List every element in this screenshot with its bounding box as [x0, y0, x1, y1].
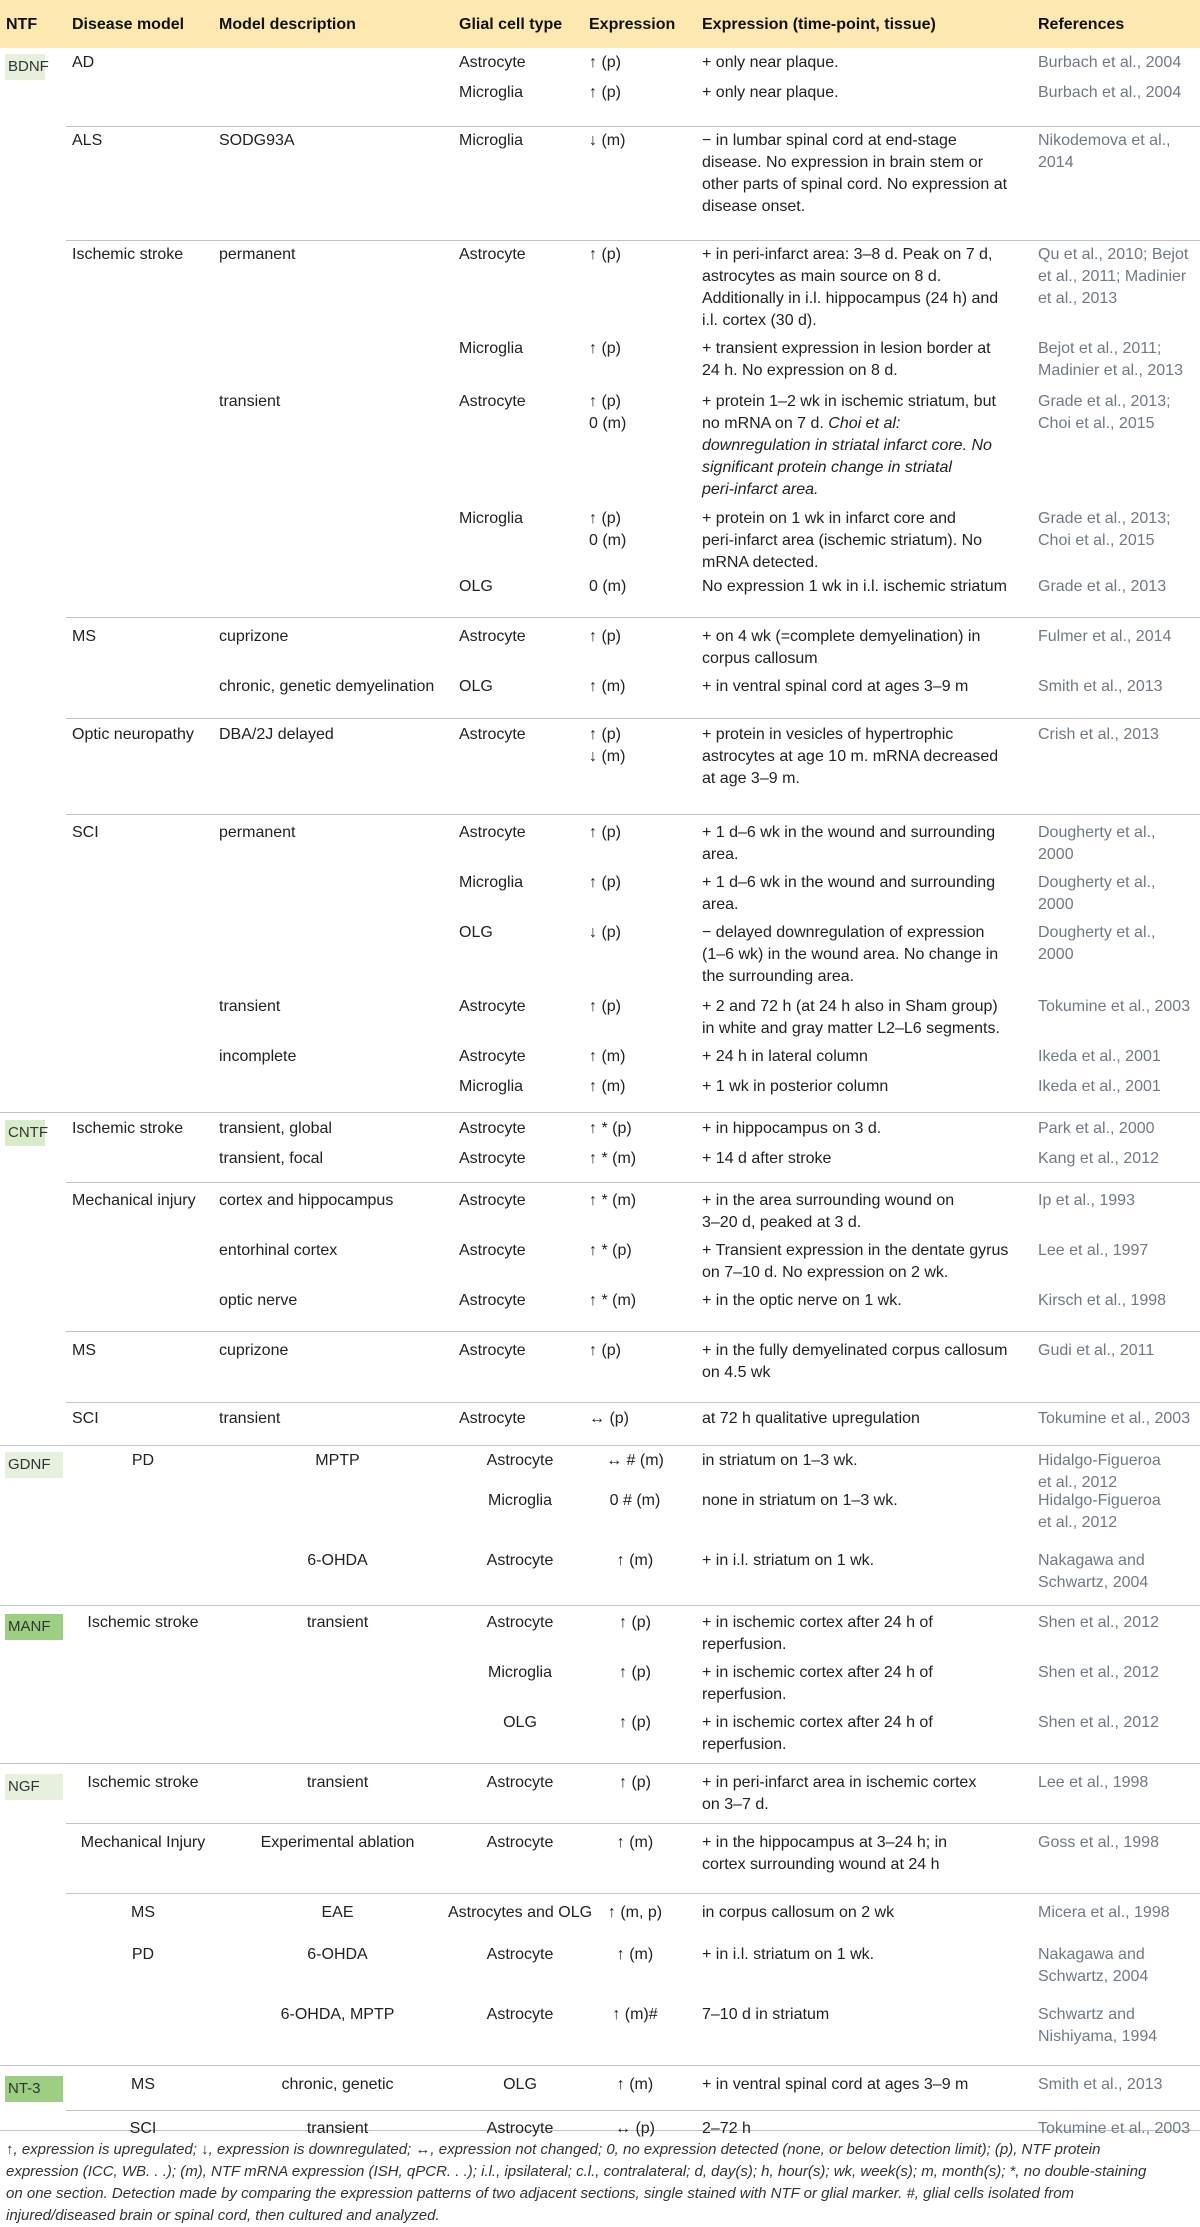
expression-detail-cell: + in ventral spinal cord at ages 3–9 m [702, 2076, 969, 2093]
table-row [0, 2006, 1200, 2079]
reference-cell: Shen et al., 2012 [1038, 1614, 1159, 1631]
expression-detail-cell: + transient expression in lesion border at [702, 340, 991, 357]
expression-cell: ↑ * (p) [589, 1242, 632, 1259]
table-row [0, 1150, 1200, 1195]
expression-cell: ↔ # (m) [606, 1452, 664, 1469]
model-description-cell: MPTP [315, 1452, 360, 1469]
reference-cell: Grade et al., 2013 [1038, 578, 1167, 595]
reference-cell: Ikeda et al., 2001 [1038, 1048, 1161, 1065]
expression-detail-cell: downregulation in striatal infarct core. No [702, 437, 992, 454]
table-row [0, 1192, 1200, 1245]
expression-detail-cell: + in ischemic cortex after 24 h of [702, 1614, 933, 1631]
expression-detail-cell: + 14 d after stroke [702, 1150, 832, 1167]
ntf-label: CNTF [5, 1120, 45, 1146]
expression-cell: ↑ (m) [589, 1048, 626, 1065]
reference-cell: Kirsch et al., 1998 [1038, 1292, 1167, 1309]
expression-cell: ↑ (p) [619, 1714, 651, 1731]
model-description-cell: transient, global [219, 1120, 332, 1137]
expression-detail-cell: none in striatum on 1–3 wk. [702, 1492, 898, 1509]
table-row [0, 2076, 1200, 2123]
header-expression-time-point: Expression (time-point, tissue) [702, 16, 936, 33]
glial-cell-type-cell: Astrocyte [486, 1452, 554, 1469]
disease-model-cell: Ischemic stroke [87, 1774, 199, 1791]
glial-cell-type-cell: Microglia [459, 340, 524, 357]
expression-detail-cell: + 1 d–6 wk in the wound and surrounding [702, 824, 996, 841]
disease-model-cell: Mechanical injury [72, 1192, 196, 1209]
model-description-cell: SODG93A [219, 132, 295, 149]
reference-cell: Grade et al., 2013; [1038, 510, 1171, 527]
glial-cell-type-cell: Astrocyte [459, 54, 526, 71]
reference-cell: Bejot et al., 2011; [1038, 340, 1162, 357]
expression-cell: ↑ (m) [616, 1552, 654, 1569]
expression-detail-cell: + in ventral spinal cord at ages 3–9 m [702, 678, 969, 695]
reference-cell: Hidalgo-Figueroa [1038, 1452, 1161, 1469]
table-row [0, 1410, 1200, 1455]
reference-cell: Schwartz and [1038, 2006, 1135, 2023]
table-row [0, 678, 1200, 729]
table-row [0, 1342, 1200, 1413]
ntf-label: NGF [5, 1774, 63, 1800]
reference-cell: Dougherty et al., [1038, 924, 1156, 941]
reference-cell: et al., 2011; Madinier [1038, 268, 1187, 285]
reference-cell: Schwartz, 2004 [1038, 1574, 1149, 1591]
reference-cell: Tokumine et al., 2003 [1038, 998, 1191, 1015]
reference-cell: Choi et al., 2015 [1038, 532, 1155, 549]
expression-cell: ↓ (m) [589, 748, 626, 765]
expression-detail-cell: + 1 wk in posterior column [702, 1078, 889, 1095]
expression-cell: ↑ (p) [589, 246, 621, 263]
expression-detail-cell: on 3–7 d. [702, 1796, 769, 1813]
expression-detail-cell: reperfusion. [702, 1736, 787, 1753]
model-description-cell: incomplete [219, 1048, 297, 1065]
model-description-cell: permanent [219, 246, 296, 263]
row-separator [66, 126, 1200, 127]
reference-cell: Tokumine et al., 2003 [1038, 1410, 1191, 1427]
model-description-cell: cortex and hippocampus [219, 1192, 394, 1209]
expression-cell: ↑ * (m) [589, 1192, 637, 1209]
table-row [0, 1946, 1200, 2009]
disease-model-cell: AD [72, 54, 95, 71]
expression-detail-cell: + in i.l. striatum on 1 wk. [702, 1946, 875, 1963]
reference-cell: Dougherty et al., [1038, 874, 1156, 891]
expression-detail-cell: astrocytes at age 10 m. mRNA decreased [702, 748, 999, 765]
expression-detail-cell: disease. No expression in brain stem or [702, 154, 984, 171]
header-glial-cell-type: Glial cell type [459, 16, 563, 33]
model-description-cell: 6-OHDA [307, 1946, 368, 1963]
glial-cell-type-cell: OLG [459, 678, 493, 695]
expression-detail-cell: reperfusion. [702, 1686, 787, 1703]
expression-detail-cell: on 7–10 d. No expression on 2 wk. [702, 1264, 949, 1281]
expression-detail-cell: in corpus callosum on 2 wk [702, 1904, 895, 1921]
glial-cell-type-cell: Astrocyte [459, 393, 526, 410]
model-description-cell: chronic, genetic demyelination [219, 678, 435, 695]
reference-cell: Nishiyama, 1994 [1038, 2028, 1158, 2045]
glial-cell-type-cell: Microglia [459, 510, 524, 527]
expression-cell: ↑ (m)# [612, 2006, 658, 2023]
model-description-cell: transient [306, 1614, 369, 1631]
glial-cell-type-cell: Astrocyte [459, 246, 526, 263]
disease-model-cell: SCI [72, 1410, 99, 1427]
expression-detail-cell: + protein 1–2 wk in ischemic striatum, but [702, 393, 996, 410]
reference-cell: Grade et al., 2013; [1038, 393, 1171, 410]
model-description-cell: DBA/2J delayed [219, 726, 334, 743]
glial-cell-type-cell: Astrocyte [486, 2006, 554, 2023]
expression-detail-cell: + on 4 wk (=complete demyelination) in [702, 628, 981, 645]
disease-model-cell: PD [131, 1946, 155, 1963]
table-row [0, 924, 1200, 1001]
reference-cell: et al., 2013 [1038, 290, 1118, 307]
reference-cell: Nakagawa and [1038, 1946, 1145, 1963]
table-row [0, 1614, 1200, 1667]
expression-cell: ↑ (p) [589, 628, 621, 645]
glial-cell-type-cell: Astrocyte [459, 1150, 526, 1167]
glial-cell-type-cell: Astrocyte [459, 628, 526, 645]
ntf-label: GDNF [5, 1452, 63, 1478]
expression-detail-cell: in white and gray matter L2–L6 segments. [702, 1020, 1000, 1037]
disease-model-cell: SCI [72, 824, 99, 841]
table-row [0, 1492, 1200, 1555]
disease-model-cell: MS [131, 2076, 155, 2093]
expression-detail-cell: + protein in vesicles of hypertrophic [702, 726, 954, 743]
reference-cell: Ikeda et al., 2001 [1038, 1078, 1161, 1095]
reference-cell: Burbach et al., 2004 [1038, 84, 1182, 101]
glial-cell-type-cell: Astrocyte [486, 1946, 554, 1963]
expression-cell: ↑ (p) [589, 84, 621, 101]
table-row [0, 1242, 1200, 1295]
reference-cell: Goss et al., 1998 [1038, 1834, 1159, 1851]
model-description-cell: transient, focal [219, 1150, 324, 1167]
expression-cell: ↑ (m, p) [607, 1904, 663, 1921]
disease-model-cell: Ischemic stroke [72, 246, 184, 263]
expression-cell: 0 (m) [589, 578, 627, 595]
reference-cell: Choi et al., 2015 [1038, 415, 1155, 432]
table-row [0, 1834, 1200, 1907]
header-expression: Expression [589, 16, 676, 33]
reference-cell: 2000 [1038, 846, 1074, 863]
header-ntf: NTF [6, 16, 38, 33]
table-row [0, 1774, 1200, 1837]
disease-model-cell: Mechanical Injury [80, 1834, 206, 1851]
reference-cell: Lee et al., 1998 [1038, 1774, 1149, 1791]
expression-detail-cell: − in lumbar spinal cord at end-stage [702, 132, 957, 149]
reference-cell: Micera et al., 1998 [1038, 1904, 1170, 1921]
table-row [0, 1664, 1200, 1717]
glial-cell-type-cell: Astrocytes and OLG [447, 1904, 593, 1921]
expression-detail-cell: 24 h. No expression on 8 d. [702, 362, 898, 379]
disease-model-cell: MS [72, 628, 96, 645]
expression-detail-cell: no mRNA on 7 d. Choi et al: [702, 415, 901, 432]
table-row [0, 578, 1200, 631]
glial-cell-type-cell: OLG [503, 1714, 537, 1731]
reference-cell: Gudi et al., 2011 [1038, 1342, 1155, 1359]
expression-detail-cell: + in peri-infarct area in ischemic cortex [702, 1774, 977, 1791]
expression-cell: ↑ (p) [589, 393, 621, 410]
ntf-label: NT-3 [5, 2076, 63, 2102]
header-model-description: Model description [219, 16, 356, 33]
reference-cell: Burbach et al., 2004 [1038, 54, 1182, 71]
expression-detail-cell: + in i.l. striatum on 1 wk. [702, 1552, 875, 1569]
glial-cell-type-cell: Microglia [459, 874, 524, 891]
table-row [0, 998, 1200, 1051]
expression-detail-cell: area. [702, 896, 739, 913]
expression-detail-cell: on 4.5 wk [702, 1364, 771, 1381]
table-row [0, 1904, 1200, 1949]
model-description-cell: 6-OHDA, MPTP [280, 2006, 395, 2023]
model-description-cell: transient [219, 393, 281, 410]
expression-cell: ↑ * (m) [589, 1150, 637, 1167]
glial-cell-type-cell: OLG [503, 2076, 537, 2093]
expression-detail-cell: at age 3–9 m. [702, 770, 800, 787]
expression-detail-cell: (1–6 wk) in the wound area. No change in [702, 946, 999, 963]
reference-cell: Dougherty et al., [1038, 824, 1156, 841]
table-header [0, 0, 1200, 48]
expression-detail-cell: + in hippocampus on 3 d. [702, 1120, 882, 1137]
glial-cell-type-cell: Microglia [459, 84, 524, 101]
model-description-cell: chronic, genetic [281, 2076, 394, 2093]
model-description-cell: entorhinal cortex [219, 1242, 338, 1259]
model-description-cell: transient [219, 998, 281, 1015]
expression-detail-cell: + in ischemic cortex after 24 h of [702, 1664, 933, 1681]
expression-cell: ↑ (m) [616, 1946, 654, 1963]
glial-cell-type-cell: Astrocyte [486, 1834, 554, 1851]
glial-cell-type-cell: Astrocyte [486, 1552, 554, 1569]
table-row [0, 1714, 1200, 1777]
glial-cell-type-cell: Astrocyte [459, 1192, 526, 1209]
expression-detail-cell: peri-infarct area. [702, 481, 819, 498]
table-row [0, 393, 1200, 513]
expression-detail-cell: mRNA detected. [702, 554, 819, 571]
expression-detail-cell: significant protein change in striatal [702, 459, 952, 476]
model-description-cell: permanent [219, 824, 296, 841]
expression-detail-cell: + in the optic nerve on 1 wk. [702, 1292, 902, 1309]
expression-detail-cell: i.l. cortex (30 d). [702, 312, 817, 329]
expression-detail-cell: cortex surrounding wound at 24 h [702, 1856, 940, 1873]
reference-cell: Smith et al., 2013 [1038, 2076, 1163, 2093]
reference-cell: Shen et al., 2012 [1038, 1664, 1159, 1681]
glial-cell-type-cell: OLG [459, 578, 493, 595]
glial-cell-type-cell: Astrocyte [459, 1292, 526, 1309]
reference-cell: Crish et al., 2013 [1038, 726, 1159, 743]
expression-detail-cell: + 2 and 72 h (at 24 h also in Sham group) [702, 998, 998, 1015]
expression-detail-cell: other parts of spinal cord. No expression at [702, 176, 1008, 193]
expression-detail-cell: in striatum on 1–3 wk. [702, 1452, 858, 1469]
footnote-line: injured/diseased brain or spinal cord, then cultured and analyzed. [6, 2207, 440, 2224]
table-row [0, 246, 1200, 343]
disease-model-cell: MS [131, 1904, 155, 1921]
expression-cell: ↑ (p) [619, 1774, 651, 1791]
model-description-cell: EAE [321, 1904, 354, 1921]
disease-model-cell: Optic neuropathy [72, 726, 194, 743]
reference-cell: Nakagawa and [1038, 1552, 1145, 1569]
expression-cell: ↑ (p) [589, 726, 621, 743]
footnote-line: expression (ICC, WB. . .); (m), NTF mRNA expression (ISH, qPCR. . .); i.l., ipsilateral; c.l., contralateral; d, day(s); h, hour(s); wk, week(s); m, month(s); *, no double-staining [6, 2163, 1147, 2180]
glial-cell-type-cell: Astrocyte [486, 1614, 554, 1631]
expression-detail-cell: corpus callosum [702, 650, 818, 667]
table-row [0, 628, 1200, 681]
table-row [0, 824, 1200, 877]
expression-cell: ↑ * (p) [589, 1120, 632, 1137]
expression-cell: ↑ (p) [589, 824, 621, 841]
model-description-cell: cuprizone [219, 1342, 289, 1359]
reference-cell: Fulmer et al., 2014 [1038, 628, 1172, 645]
ntf-label: BDNF [5, 54, 45, 80]
disease-model-cell: PD [131, 1452, 155, 1469]
table-row [0, 340, 1200, 396]
reference-cell: 2000 [1038, 896, 1074, 913]
table-row [0, 84, 1200, 117]
expression-cell: ↑ (m) [616, 1834, 654, 1851]
glial-cell-type-cell: Astrocyte [459, 1410, 526, 1427]
reference-cell: Tokumine et al., 2003 [1038, 2120, 1191, 2137]
expression-cell: ↑ (p) [589, 874, 621, 891]
expression-cell: ↑ (p) [589, 1342, 621, 1359]
expression-detail-cell: 7–10 d in striatum [702, 2006, 830, 2023]
table-row [0, 874, 1200, 927]
glial-cell-type-cell: Astrocyte [459, 1242, 526, 1259]
table-row [0, 726, 1200, 827]
glial-cell-type-cell: Microglia [487, 1664, 552, 1681]
expression-detail-cell: + in the area surrounding wound on [702, 1192, 955, 1209]
glial-cell-type-cell: Astrocyte [459, 824, 526, 841]
disease-model-cell: ALS [72, 132, 103, 149]
table-row [0, 510, 1200, 581]
reference-cell: Hidalgo-Figueroa [1038, 1492, 1161, 1509]
reference-cell: et al., 2012 [1038, 1474, 1118, 1491]
expression-detail-cell: + 24 h in lateral column [702, 1048, 868, 1065]
reference-cell: 2000 [1038, 946, 1074, 963]
reference-cell: Madinier et al., 2013 [1038, 362, 1183, 379]
expression-detail-cell: disease onset. [702, 198, 806, 215]
reference-cell: et al., 2012 [1038, 1514, 1118, 1531]
expression-detail-cell: + in ischemic cortex after 24 h of [702, 1714, 933, 1731]
ntf-label: MANF [5, 1614, 63, 1640]
expression-cell: ↑ (m) [616, 2076, 654, 2093]
reference-cell: Kang et al., 2012 [1038, 1150, 1159, 1167]
model-description-cell: transient [306, 2120, 369, 2137]
model-description-cell: transient [306, 1774, 369, 1791]
expression-cell: 0 (m) [589, 415, 627, 432]
expression-detail-cell: 2–72 h [702, 2120, 751, 2137]
glial-cell-type-cell: Astrocyte [459, 1048, 526, 1065]
glial-cell-type-cell: Astrocyte [486, 2120, 554, 2137]
reference-cell: Ip et al., 1993 [1038, 1192, 1135, 1209]
glial-cell-type-cell: Astrocyte [459, 1120, 526, 1137]
expression-cell: 0 # (m) [609, 1492, 661, 1509]
expression-detail-cell: the surrounding area. [702, 968, 855, 985]
expression-detail-cell: No expression 1 wk in i.l. ischemic striatum [702, 578, 1007, 595]
expression-cell: ↑ (m) [589, 678, 626, 695]
disease-model-cell: Ischemic stroke [72, 1120, 184, 1137]
header-references: References [1038, 16, 1125, 33]
table-row [0, 1292, 1200, 1345]
reference-cell: Smith et al., 2013 [1038, 678, 1163, 695]
model-description-cell: Experimental ablation [260, 1834, 415, 1851]
expression-detail-cell: reperfusion. [702, 1636, 787, 1653]
expression-detail-cell: + in peri-infarct area: 3–8 d. Peak on 7 d, [702, 246, 993, 263]
reference-cell: 2014 [1038, 154, 1074, 171]
table-row [0, 1452, 1200, 1495]
table-row [0, 132, 1200, 249]
reference-cell: Lee et al., 1997 [1038, 1242, 1149, 1259]
expression-cell: ↑ (p) [589, 998, 621, 1015]
glial-cell-type-cell: OLG [459, 924, 493, 941]
expression-cell: ↓ (m) [589, 132, 626, 149]
expression-cell: ↑ (p) [589, 510, 621, 527]
disease-model-cell: Ischemic stroke [87, 1614, 199, 1631]
expression-detail-cell: + in the hippocampus at 3–24 h; in [702, 1834, 948, 1851]
expression-cell: ↑ (p) [619, 1614, 651, 1631]
reference-cell: Nikodemova et al., [1038, 132, 1171, 149]
expression-detail-cell: − delayed downregulation of expression [702, 924, 985, 941]
table-row [0, 1078, 1200, 1123]
expression-cell: ↓ (p) [589, 924, 621, 941]
reference-cell: Park et al., 2000 [1038, 1120, 1155, 1137]
reference-cell: Qu et al., 2010; Bejot [1038, 246, 1189, 263]
glial-cell-type-cell: Astrocyte [486, 1774, 554, 1791]
glial-cell-type-cell: Astrocyte [459, 998, 526, 1015]
header-disease-model: Disease model [72, 16, 185, 33]
glial-cell-type-cell: Microglia [487, 1492, 552, 1509]
expression-detail-cell: + only near plaque. [702, 84, 839, 101]
glial-cell-type-cell: Microglia [459, 1078, 524, 1095]
expression-cell: ↔ (p) [589, 1410, 629, 1427]
expression-detail-cell: + Transient expression in the dentate gyrus [702, 1242, 1009, 1259]
disease-model-cell: MS [72, 1342, 96, 1359]
expression-cell: ↔ (p) [615, 2120, 655, 2137]
disease-model-cell: SCI [129, 2120, 157, 2137]
reference-cell: Shen et al., 2012 [1038, 1714, 1159, 1731]
expression-cell: ↑ (p) [619, 1664, 651, 1681]
model-description-cell: cuprizone [219, 628, 289, 645]
glial-cell-type-cell: Astrocyte [459, 726, 526, 743]
expression-cell: 0 (m) [589, 532, 627, 549]
expression-detail-cell: area. [702, 846, 739, 863]
glial-cell-type-cell: Microglia [459, 132, 524, 149]
footnote-line: ↑, expression is upregulated; ↓, expression is downregulated; ↔, expression not changed; 0, no expression detected (none, or below detection limit); (p), NTF protein [6, 2141, 1101, 2158]
glial-cell-type-cell: Astrocyte [459, 1342, 526, 1359]
expression-detail-cell: peri-infarct area (ischemic striatum). No [702, 532, 983, 549]
model-description-cell: transient [219, 1410, 281, 1427]
expression-detail-cell: + in the fully demyelinated corpus callosum [702, 1342, 1008, 1359]
footnote-line: on one section. Detection made by comparing the expression patterns of two adjacent sections, single stained with NTF or glial marker. #, glial cells isolated from [6, 2185, 1075, 2202]
expression-detail-cell: Additionally in i.l. hippocampus (24 h) and [702, 290, 999, 307]
expression-detail-cell: + 1 d–6 wk in the wound and surrounding [702, 874, 996, 891]
expression-cell: ↑ (m) [589, 1078, 626, 1095]
table-footnote [6, 2139, 1196, 2227]
reference-cell: Schwartz, 2004 [1038, 1968, 1149, 1985]
expression-detail-cell: + only near plaque. [702, 54, 839, 71]
model-description-cell: optic nerve [219, 1292, 298, 1309]
expression-cell: ↑ * (m) [589, 1292, 637, 1309]
expression-detail-cell: at 72 h qualitative upregulation [702, 1410, 920, 1427]
expression-cell: ↑ (p) [589, 54, 621, 71]
expression-detail-cell: 3–20 d, peaked at 3 d. [702, 1214, 862, 1231]
expression-detail-cell: + protein on 1 wk in infarct core and [702, 510, 956, 527]
model-description-cell: 6-OHDA [307, 1552, 368, 1569]
expression-cell: ↑ (p) [589, 340, 621, 357]
expression-detail-cell: astrocytes as main source on 8 d. [702, 268, 942, 285]
table-row [0, 1552, 1200, 1617]
